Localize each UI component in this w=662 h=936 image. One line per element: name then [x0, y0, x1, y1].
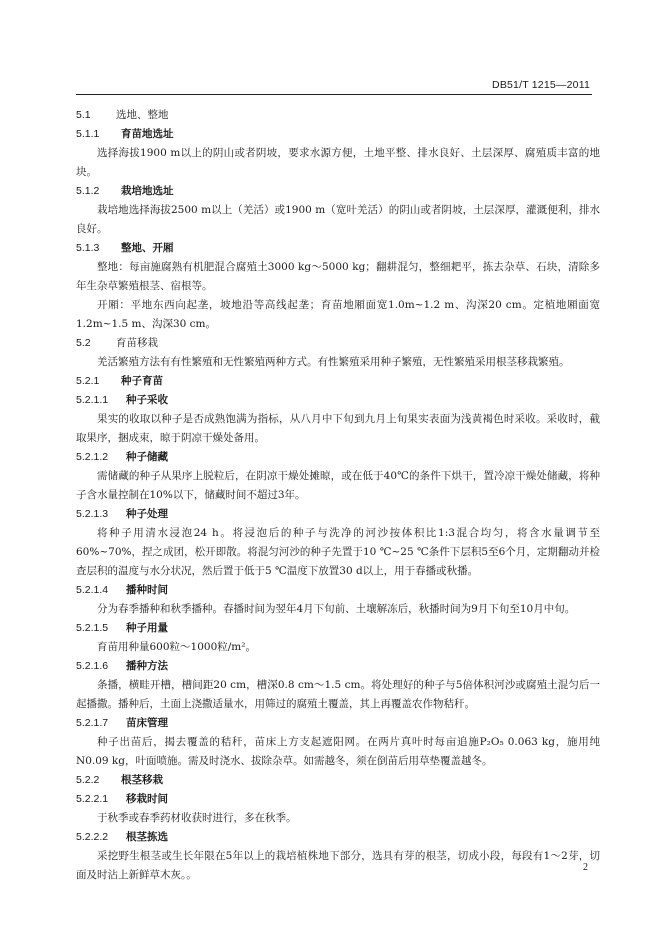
- section-number: 5.1: [76, 109, 91, 121]
- section-number: 5.2.2.2: [76, 831, 109, 843]
- section-title: 根茎拣选: [126, 831, 168, 843]
- body-paragraph: 整地：每亩施腐熟有机肥混合腐殖土3000 kg～5000 kg；翻耕混匀，整细耙平，拣去杂草、石块，清除多年生杂草繁殖根茎、宿根等。: [76, 261, 600, 292]
- section-heading: [76, 448, 600, 467]
- section-title: 播种时间: [126, 584, 168, 596]
- section-number: 5.2.1.2: [76, 451, 109, 463]
- section-title: 种子育苗: [121, 375, 163, 387]
- section-heading: [76, 505, 600, 524]
- section-title: 育苗移栽: [116, 337, 158, 349]
- section-number: 5.2.2: [76, 774, 100, 786]
- section-title: 种子采收: [126, 394, 168, 406]
- section-heading: [76, 828, 600, 847]
- body-paragraph: 种子出苗后，揭去覆盖的秸秆，苗床上方支起遮阳网。在两片真叶时每亩追施P₂O₅ 0.063 kg，施用纯N0.09 kg，叶面喷施。需及时浇水、拔除杂草。如需越冬，须在倒苗后用草垫覆盖越冬。: [76, 736, 600, 767]
- body-paragraph: 于秋季或春季药材收获时进行，多在秋季。: [97, 812, 297, 824]
- body-paragraph: 栽培地选择海拔2500 m以上（羌活）或1900 m（宽叶羌活）的阴山或者阴坡，土层深厚，灌溉便利，排水良好。: [76, 204, 600, 235]
- section-heading: [76, 106, 600, 125]
- section-heading: [76, 581, 600, 600]
- section-number: 5.2.1.1: [76, 394, 109, 406]
- section-number: 5.2: [76, 337, 91, 349]
- section-number: 5.2.1.6: [76, 660, 109, 672]
- body-paragraph: 采挖野生根茎或生长年限在5年以上的栽培植株地下部分，选具有芽的根茎，切成小段，每段有1～2芽，切面及时沾上新鲜草木灰。。: [76, 850, 600, 881]
- document-body: [76, 106, 600, 885]
- section-heading: [76, 714, 600, 733]
- section-title: 播种方法: [126, 660, 168, 672]
- section-heading: [76, 372, 600, 391]
- section-title: 栽培地选址: [121, 185, 174, 197]
- body-paragraph: 需储藏的种子从果序上脱粒后，在阴凉干燥处摊晾，或在低于40℃的条件下烘干，置冷凉干燥处储藏，将种子含水量控制在10%以下，储藏时间不超过3年。: [76, 470, 600, 501]
- section-number: 5.2.1.5: [76, 622, 109, 634]
- body-paragraph: 条播，横畦开槽，槽间距20 cm，槽深0.8 cm～1.5 cm。将处理好的种子与5倍体积河沙或腐殖土混匀后一起播撒。播种后，土面上浇撒适量水，用筛过的腐殖土覆盖，其上再覆盖农作物秸秆。: [76, 679, 600, 710]
- section-number: 5.1.1: [76, 128, 100, 140]
- section-title: 种子处理: [126, 508, 168, 520]
- section-heading: [76, 125, 600, 144]
- section-title: 苗床管理: [126, 717, 168, 729]
- section-title: 种子储藏: [126, 451, 168, 463]
- section-number: 5.2.1: [76, 375, 100, 387]
- header-divider: [76, 94, 592, 95]
- body-paragraph: 育苗用种量600粒～1000粒/m²。: [97, 641, 256, 653]
- section-heading: [76, 619, 600, 638]
- section-title: 移栽时间: [126, 793, 168, 805]
- section-heading: [76, 239, 600, 258]
- section-number: 5.2.1.4: [76, 584, 109, 596]
- section-heading: [76, 182, 600, 201]
- section-heading: [76, 657, 600, 676]
- section-number: 5.1.2: [76, 185, 100, 197]
- page-number: 2: [583, 862, 588, 873]
- section-title: 整地、开厢: [121, 242, 174, 254]
- body-paragraph: 分为春季播种和秋季播种。春播时间为翌年4月下旬前、土壤解冻后，秋播时间为9月下旬至10月中旬。: [97, 603, 576, 615]
- document-header-code: DB51/T 1215—2011: [492, 79, 590, 91]
- section-heading: [76, 771, 600, 790]
- section-title: 根茎移栽: [121, 774, 163, 786]
- body-paragraph: 选择海拔1900 m以上的阴山或者阴坡，要求水源方便，土地平整、排水良好、土层深厚、腐殖质丰富的地块。: [76, 147, 600, 178]
- body-paragraph: 开厢：平地东西向起垄，坡地沿等高线起垄；育苗地厢面宽1.0m~1.2 m、沟深20 cm。定植地厢面宽1.2m~1.5 m、沟深30 cm。: [76, 299, 600, 330]
- section-number: 5.2.1.7: [76, 717, 109, 729]
- section-number: 5.2.1.3: [76, 508, 109, 520]
- section-title: 种子用量: [126, 622, 168, 634]
- section-title: 育苗地选址: [121, 128, 174, 140]
- section-heading: [76, 391, 600, 410]
- section-title: 选地、整地: [116, 109, 169, 121]
- section-heading: [76, 334, 600, 353]
- section-number: 5.2.2.1: [76, 793, 109, 805]
- section-number: 5.1.3: [76, 242, 100, 254]
- body-paragraph: 羌活繁殖方法有有性繁殖和无性繁殖两种方式。有性繁殖采用种子繁殖，无性繁殖采用根茎移栽繁殖。: [97, 356, 570, 368]
- body-paragraph: 果实的收取以种子是否成熟饱满为指标，从八月中下旬到九月上旬果实表面为浅黄褐色时采收。采收时，截取果序，捆成束，晾于阴凉干燥处备用。: [76, 413, 600, 444]
- body-paragraph: 将种子用清水浸泡24 h。将浸泡后的种子与洗净的河沙按体积比1:3混合均匀，将含水量调节至60%~70%，捏之成团，松开即散。将混匀河沙的种子先置于10 ℃~25 ℃条件下层积5至6个月，定期翻动并检查层积的温度与水分状况，然后置于低于5 ℃温度下放置30 d以上，用于春播或秋播。: [76, 527, 600, 577]
- section-heading: [76, 790, 600, 809]
